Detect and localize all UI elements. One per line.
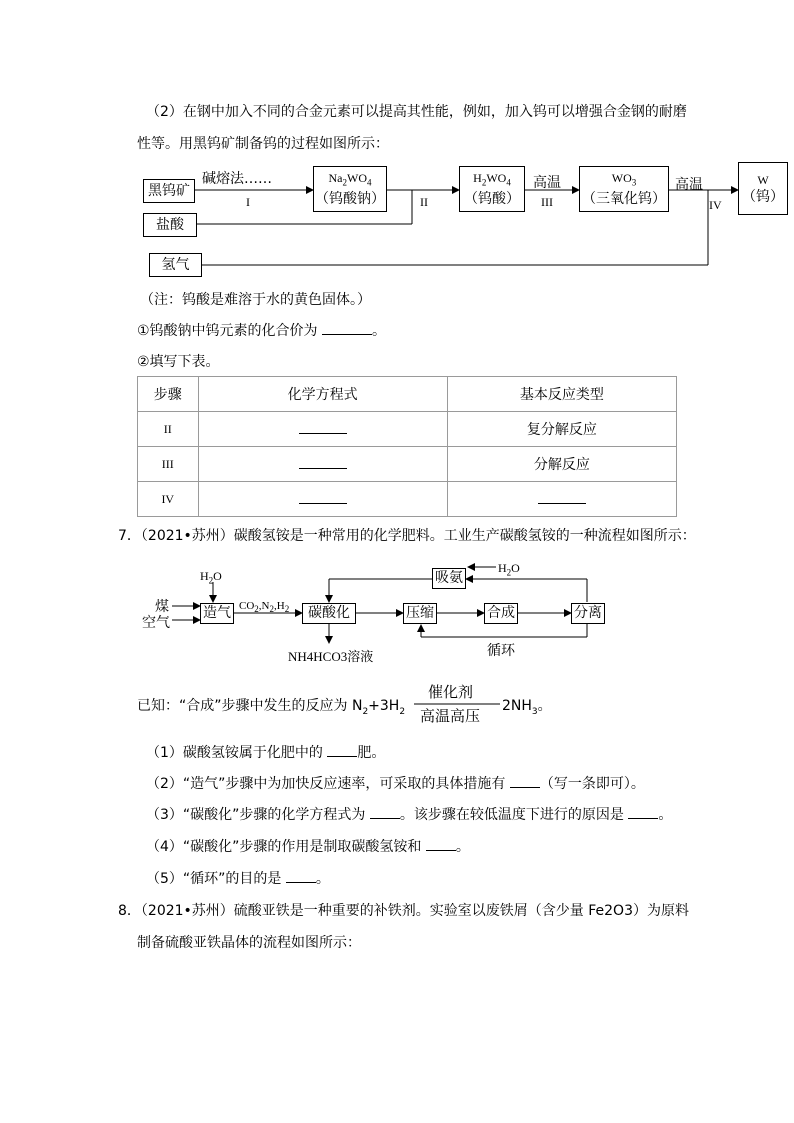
catalyst-label: 催化剂	[428, 683, 474, 701]
q7-intro: 7．（2021•苏州）碳酸氢铵是一种常用的化学肥料。工业生产碳酸氢铵的一种流程如图所示：	[118, 528, 696, 544]
step3-label: 高温	[533, 175, 561, 191]
row-step: IV	[138, 482, 199, 517]
box-xian: 吸氨	[432, 568, 466, 589]
box-yasuo: 压缩	[403, 603, 437, 624]
reaction-type: 分解反应	[447, 447, 676, 482]
q6-sub2: ②填写下表。	[137, 354, 220, 370]
flow2-product: NH4HCO3溶液	[288, 649, 374, 664]
wo3-formula: $WO_3$	[611, 170, 637, 188]
h2wo4-name: （钨酸）	[464, 191, 520, 208]
flow2-kongqi: 空气	[142, 615, 170, 631]
q8-line2: 制备硫酸亚铁晶体的流程如图所示：	[137, 935, 361, 951]
box-fenli: 分离	[571, 603, 605, 624]
w-formula: W	[757, 172, 769, 187]
box-hecheng: 合成	[484, 603, 518, 624]
q7-p4: （4）“碳酸化”步骤的作用是制取碳酸氢铵和 。	[146, 839, 470, 855]
q6-text-line2: 性等。用黑钨矿制备钨的过程如图所示：	[137, 136, 389, 152]
row-step: III	[138, 447, 199, 482]
q7-known: 已知：“合成”步骤中发生的反应为 $N_2+3H_2$	[137, 698, 406, 717]
q6-text-line1: （2）在钢中加入不同的合金元素可以提高其性能，例如，加入钨可以增强合金钢的耐磨	[146, 104, 687, 120]
step4-label: 高温	[675, 177, 703, 193]
flow2-mei: 煤	[155, 599, 169, 615]
na2wo4-formula: $Na_2WO_4$	[328, 170, 372, 188]
flow2-xunhuan: 循环	[487, 643, 515, 659]
box-heituankuang: 黑钨矿	[143, 179, 195, 203]
step1-label: 碱熔法……	[202, 171, 272, 187]
q7-p3: （3）“碳酸化”步骤的化学方程式为 。该步骤在较低温度下进行的原因是 。	[146, 807, 673, 823]
table-header: 基本反应类型	[447, 377, 676, 412]
step4-number: IV	[709, 198, 722, 212]
table-header: 步骤	[138, 377, 199, 412]
w-name: （钨）	[742, 188, 784, 205]
q7-p5: （5）“循环”的目的是 。	[146, 871, 330, 887]
q7-p1: （1）碳酸氢铵属于化肥中的 肥。	[146, 745, 386, 761]
h2wo4-formula: $H_2WO_4$	[473, 170, 511, 188]
q6-note: （注：钨酸是难溶于水的黄色固体。）	[140, 292, 371, 308]
box-yansuan: 盐酸	[143, 213, 197, 237]
row-step: II	[138, 412, 199, 447]
box-tansuanhua: 碳酸化	[302, 603, 356, 624]
table-header: 化学方程式	[198, 377, 447, 412]
q8-line1: 8．（2021•苏州）硫酸亚铁是一种重要的补铁剂。实验室以废铁屑（含少量 Fe2O3）为原料	[118, 903, 689, 919]
box-zaoqi: 造气	[200, 603, 234, 624]
flow2-gases: $CO_2,N_2,H_2$	[239, 600, 290, 615]
step1-number: I	[246, 195, 250, 209]
flow2-h2o-in: $H_2O$	[200, 569, 222, 586]
q7-p2: （2）“造气”步骤中为加快反应速率，可采取的具体措施有 （写一条即可）。	[146, 776, 645, 792]
na2wo4-name: （钨酸钠）	[315, 191, 385, 208]
q6-sub1: ①钨酸钠中钨元素的化合价为 。	[137, 323, 387, 339]
reaction-type: 复分解反应	[447, 412, 676, 447]
step2-number: II	[420, 195, 428, 209]
wo3-name: （三氧化钨）	[582, 191, 666, 208]
step3-number: III	[541, 195, 553, 209]
box-qingqi: 氢气	[149, 253, 202, 277]
condition-label: 高温高压	[420, 707, 481, 725]
flow2-h2o-xian: $H_2O$	[498, 561, 520, 578]
q7-known-product: $2NH_3$。	[502, 698, 552, 717]
